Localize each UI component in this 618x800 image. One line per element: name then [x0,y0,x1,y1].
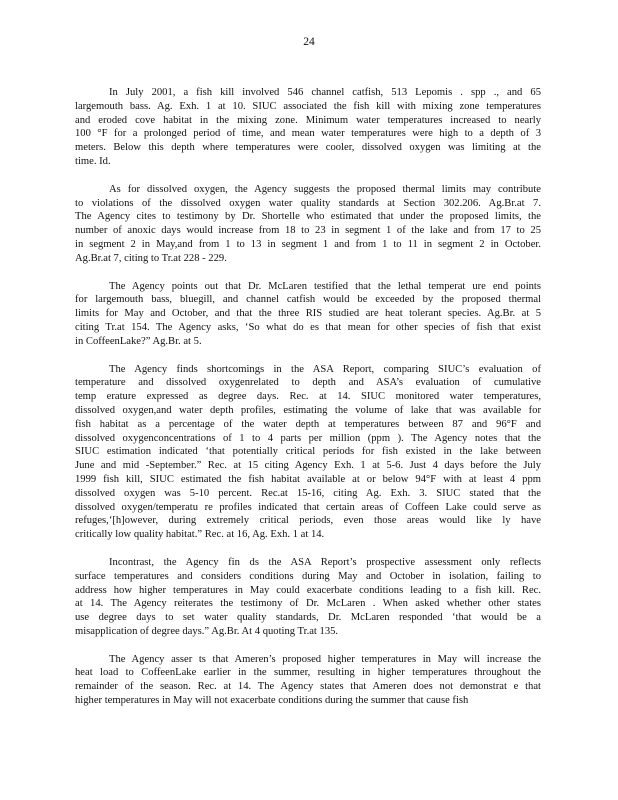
text-line: in segment 2 in May,and from 1 to 13 in segment 1 and from 1 to 11 in segment 2 in October. [75,238,541,250]
paragraph [75,363,541,542]
document-body [75,86,541,722]
text-line: at 14. The Agency reiterates the testimony of Dr. McLaren . When asked whether other states [75,598,541,610]
text-line: SIUC estimation indicated ‘that potentially critical periods for fish existed in the lake between [75,446,541,458]
text-line: critically low quality habitat.” Rec. at 16, Ag. Exh. 1 at 14. [75,529,325,541]
text-line: June and mid -September.” Rec. at 15 citing Agency Exh. 1 at 5-6. Just 4 days before the July [75,460,541,472]
text-line: The Agency cites to testimony by Dr. Shortelle who estimated that under the proposed limits, the [75,211,541,223]
text-line: and eroded cove habitat in the mixing zone. Minimum water temperatures increased to nearly [75,114,541,126]
text-line: surface temperatures and considers conditions during May and October in isolation, failing to [75,570,541,582]
text-line: time. Id. [75,155,111,167]
text-line: citing Tr.at 154. The Agency asks, ‘So what do es that mean for other species of fish that exist [75,321,541,333]
text-line: 1999 fish kill, SIUC estimated the fish habitat available at or below 94°F with at least 4 ppm [75,473,541,485]
text-line: limits for May and October, and that the three RIS studied are heat tolerant species. Ag.Br. at 5 [75,308,541,320]
text-line: address how higher temperatures in May could exacerbate conditions leading to a fish kill. Rec. [75,584,541,596]
paragraph [75,653,541,708]
text-line: As for dissolved oxygen, the Agency suggests the proposed thermal limits may contribute [109,183,541,195]
text-line: misapplication of degree days.” Ag.Br. At 4 quoting Tr.at 135. [75,625,339,637]
text-line: remainder of the season. Rec. at 14. The Agency states that Ameren does not demonstrat e that [75,681,541,693]
text-line: use degree days to set water quality standards, Dr. McLaren responded ‘that would be a [75,612,541,624]
paragraph [75,556,541,639]
paragraph [75,86,541,169]
text-line: dissolved oxygen,and water depth profiles, estimating the volume of lake that was available for [75,404,541,416]
text-line: dissolved oxygen/temperatu re profiles indicated that certain areas of Coffeen Lake could serve as [75,501,541,513]
text-line: The Agency asser ts that Ameren’s proposed higher temperatures in May will increase the [109,653,541,665]
text-line: to violations of the dissolved oxygen water quality standards at Section 302.206. Ag.Br.at 7. [75,197,541,209]
paragraph [75,280,541,349]
text-line: temp erature expressed as degree days. Rec. at 14. SIUC monitored water temperatures, [75,391,541,403]
text-line: heat load to CoffeenLake earlier in the summer, resulting in higher temperatures throughout the [75,667,541,679]
text-line: meters. Below this depth where temperatures were cooler, dissolved oxygen was limiting at the [75,142,541,154]
text-line: Incontrast, the Agency fin ds the ASA Report’s prospective assessment only reflects [109,556,541,568]
text-line: in CoffeenLake?” Ag.Br. at 5. [75,335,202,347]
text-line: In July 2001, a fish kill involved 546 channel catfish, 513 Lepomis . spp ., and 65 [109,87,541,98]
text-line: dissolved oxygenconcentrations of 1 to 4 parts per million (ppm ). The Agency notes that the [75,432,541,444]
text-line: fish habitat as a percentage of the water depth at temperatures between 87 and 96°F and [75,418,541,430]
text-line: largemouth bass. Ag. Exh. 1 at 10. SIUC associated the fish kill with mixing zone temperatures [75,100,541,112]
text-line: for largemouth bass, bluegill, and channel catfish would be exceeded by the proposed thermal [75,294,541,306]
paragraph [75,183,541,266]
text-line: Ag.Br.at 7, citing to Tr.at 228 - 229. [75,252,227,264]
text-line: refuges,‘[h]owever, during extremely critical periods, even those areas would like ly have [75,515,541,527]
text-line: higher temperatures in May will not exacerbate conditions during the summer that cause fish [75,695,469,707]
text-line: 100 °F for a prolonged period of time, and mean water temperatures were high to a depth of 3 [75,128,541,140]
text-line: The Agency points out that Dr. McLaren testified that the lethal temperat ure end points [109,280,541,292]
text-line: number of anoxic days would increase from 18 to 23 in segment 1 of the lake and from 17 to 25 [75,225,541,237]
page-number: 24 [303,36,315,48]
text-line: dissolved oxygen was 5-10 percent. Rec.at 15-16, citing Ag. Exh. 3. SIUC stated that the [75,487,541,499]
text-line: temperature and dissolved oxygenrelated to depth and ASA’s evaluation of cumulative [75,377,541,389]
text-line: The Agency finds shortcomings in the ASA Report, comparing SIUC’s evaluation of [109,363,541,375]
